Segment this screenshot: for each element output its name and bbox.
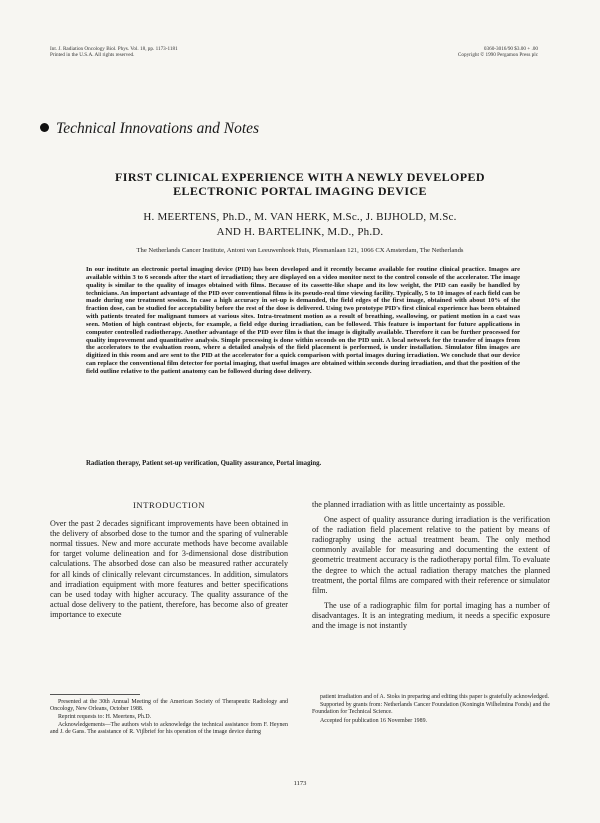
section-heading-text: Technical Innovations and Notes [56, 120, 260, 137]
footnote-accepted: Accepted for publication 16 November 1989. [320, 717, 427, 724]
copyright-header [398, 46, 538, 59]
footnote-divider [50, 694, 140, 695]
author-list [60, 210, 540, 240]
journal-citation: Int. J. Radiation Oncology Biol. Phys. Vol. 18, pp. 1173-1181 [50, 46, 178, 52]
journal-header [50, 46, 250, 59]
body-paragraph: the planned irradiation with as little uncertainty as possible. [312, 500, 506, 509]
keywords: Radiation therapy, Patient set-up verification, Quality assurance, Portal imaging. [86, 460, 322, 467]
title-line-1: FIRST CLINICAL EXPERIENCE WITH A NEWLY DEVELOPED [115, 170, 485, 184]
authors-line-2: AND H. BARTELINK, M.D., Ph.D. [216, 226, 384, 238]
footnote-presented: Presented at the 30th Annual Meeting of the American Society of Therapeutic Radiology and Oncology, New Orleans, October 1988. [50, 698, 288, 712]
footnote-support: Supported by grants from: Netherlands Cancer Foundation (Koningin Wilhelmina Fonds) and the Foundation for Technical Science. [312, 702, 550, 716]
footnote-reprint: Reprint requests to: H. Meertens, Ph.D. [58, 714, 152, 720]
article-title [60, 170, 540, 198]
introduction-heading: INTRODUCTION [132, 500, 206, 510]
copyright-line: Copyright © 1990 Pergamon Press plc [457, 52, 538, 59]
printed-notice: Printed in the U.S.A. All rights reserved. [50, 52, 135, 59]
title-line-2: ELECTRONIC PORTAL IMAGING DEVICE [173, 184, 427, 198]
authors-line-1: H. MEERTENS, Ph.D., M. VAN HERK, M.Sc., J. BIJHOLD, M.Sc. [143, 211, 457, 223]
footnote-acknowledgements-cont: patient irradiation and of A. Stoks in preparing and editing this paper is gratefully acknowledged. [320, 694, 550, 700]
left-column [50, 500, 288, 620]
section-heading [40, 120, 520, 138]
body-paragraph: One aspect of quality assurance during irradiation is the verification of the radiation field placement relative to the patient by means of radiography using the actual treatment beam. The only method commonly available for measuring and documenting the extent of geometric treatment accuracy is the radiotherapy portal film. To evaluate the degree to which the actual radiation therapy matches the planned treatment, the portal films are compared with their reference or simulator film. [312, 515, 550, 595]
abstract: In our institute an electronic portal imaging device (PID) has been developed and it recently became available for routine clinical practice. Images are available within 3 to 6 seconds after the start of irradiation; they are displayed on a video monitor next to the control console of the accelerator. The image quality is similar to the quality of images obtained with films. Because of its cassette-like shape and its low weight, the PID can easily be handled by technicians. An important advantage of the PID over conventional films is its pseudo-real time viewing facility. Typically, 5 to 10 images of each field can be made during one treatment session. In case a high accuracy in set-up is demanded, the field edges of the first image, obtained with about 10% of the fraction dose, can be studied for acceptability before the rest of the dose is delivered. Using two prototype PID's first clinical experience has been obtained with patients treated for malignant tumors at various sites. Intra-treatment motion as a result of breathing, swallowing, or patient motion in a cast was seen. Motion of high contrast objects, for example, a field edge during irradiation, can be followed. This feature is important for future applications in computer controlled radiotherapy. Another advantage of the PID over film is that the image is digitally available. Therefore it can be further processed for quality improvement and quantitative analysis. Simple processing is done within seconds on the PID unit. A local network for the transfer of images from the accelerators to the evaluation room, where a detailed analysis of the field placement is performed, is under installation. Simulator film images are digitized in this room and are sent to the PID at the accelerator for a quick comparison with portal images during irradiation. We conclude that our device can replace the conventional film detector for portal imaging, that useful images are obtained within seconds during irradiation, and that the position of the field outline relative to the patient anatomy can be followed during dose delivery. [86, 266, 520, 375]
bullet-icon [40, 123, 49, 132]
footnotes-right [312, 694, 550, 726]
body-paragraph: Over the past 2 decades significant improvements have been obtained in the delivery of absorbed dose to the tumor and the sparing of vulnerable normal tissues. New and more accurate methods have become available for target volume delineation and for 3-dimensional dose distribution calculations. The absorbed dose can also be measured rather accurately for all kinds of clinically relevant circumstances. In addition, simulators and irradiation equipment with more features and better specifications can be used today with higher accuracy. The quality assurance of the actual dose delivery to the patient, therefore, has become also of greater importance to execute [50, 519, 288, 619]
body-paragraph: The use of a radiographic film for portal imaging has a number of disadvantages. It is an integrating medium, it needs a specific exposure and the image is not instantly [312, 600, 550, 631]
issn-line: 0360-3016/90 $3.00 + .00 [483, 46, 538, 52]
footnote-acknowledgements: Acknowledgements—The authors wish to acknowledge the technical assistance from F. Heynen and J. de Gans. The assistance of R. Vijlbrief for his operation of the image device during [50, 722, 288, 736]
affiliation: The Netherlands Cancer Institute, Antoni van Leeuwenhoek Huis, Plesmanlaan 121, 1066 CX Amsterdam, The Netherlands [136, 247, 464, 254]
right-column [312, 500, 550, 631]
footnotes-left [50, 694, 288, 738]
page-number: 1173 [293, 780, 307, 787]
